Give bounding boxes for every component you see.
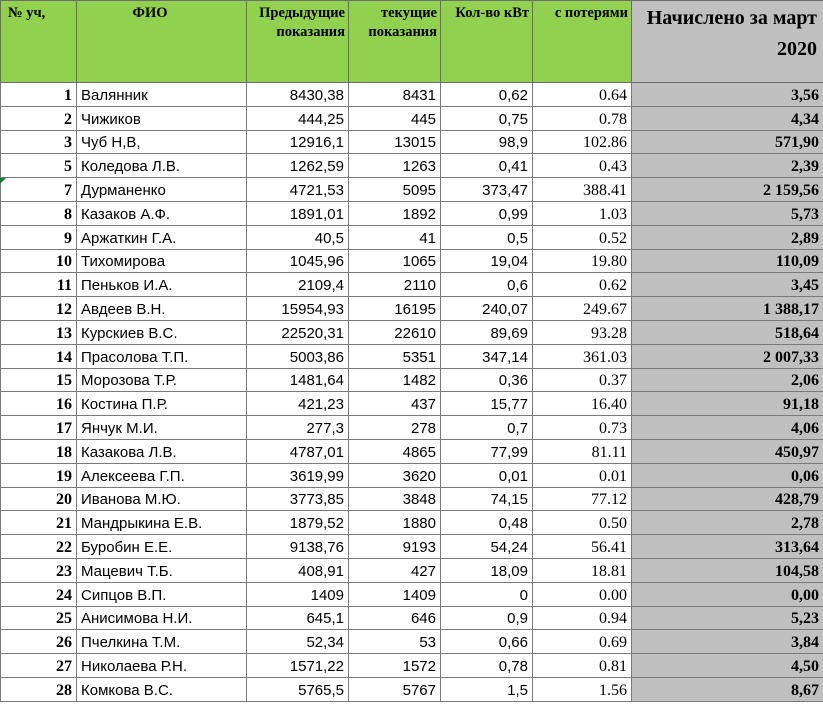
cell-current-reading[interactable]: 1409 bbox=[349, 582, 441, 606]
cell-plot-number[interactable]: 19 bbox=[1, 463, 77, 487]
cell-full-name[interactable]: Иванова М.Ю. bbox=[77, 487, 247, 511]
cell-full-name[interactable]: Курскиев В.С. bbox=[77, 320, 247, 344]
cell-current-reading[interactable]: 437 bbox=[349, 392, 441, 416]
cell-previous-reading[interactable]: 12916,1 bbox=[247, 130, 349, 154]
cell-charged-total[interactable]: 3,56 bbox=[632, 83, 823, 107]
cell-kwh-amount[interactable]: 240,07 bbox=[441, 297, 533, 321]
cell-previous-reading[interactable]: 22520,31 bbox=[247, 320, 349, 344]
cell-kwh-amount[interactable]: 0 bbox=[441, 582, 533, 606]
cell-current-reading[interactable]: 9193 bbox=[349, 535, 441, 559]
cell-previous-reading[interactable]: 5003,86 bbox=[247, 344, 349, 368]
cell-full-name[interactable]: Николаева Р.Н. bbox=[77, 654, 247, 678]
cell-kwh-amount[interactable]: 0,6 bbox=[441, 273, 533, 297]
cell-with-losses[interactable]: 361.03 bbox=[533, 344, 632, 368]
cell-full-name[interactable]: Анисимова Н.И. bbox=[77, 606, 247, 630]
cell-full-name[interactable]: Пчелкина Т.М. bbox=[77, 630, 247, 654]
cell-full-name[interactable]: Чуб Н,В, bbox=[77, 130, 247, 154]
cell-charged-total[interactable]: 4,06 bbox=[632, 416, 823, 440]
table-row bbox=[1, 511, 823, 535]
cell-current-reading[interactable]: 3848 bbox=[349, 487, 441, 511]
cell-with-losses[interactable]: 0.01 bbox=[533, 463, 632, 487]
cell-current-reading[interactable]: 16195 bbox=[349, 297, 441, 321]
cell-current-reading[interactable]: 22610 bbox=[349, 320, 441, 344]
cell-previous-reading[interactable]: 277,3 bbox=[247, 416, 349, 440]
cell-full-name[interactable]: Янчук М.И. bbox=[77, 416, 247, 440]
table-row bbox=[1, 416, 823, 440]
cell-charged-total[interactable]: 5,73 bbox=[632, 201, 823, 225]
cell-kwh-amount[interactable]: 1,5 bbox=[441, 677, 533, 701]
table-row bbox=[1, 201, 823, 225]
cell-plot-number[interactable]: 17 bbox=[1, 416, 77, 440]
cell-plot-number[interactable]: 28 bbox=[1, 677, 77, 701]
cell-previous-reading[interactable]: 40,5 bbox=[247, 225, 349, 249]
table-row bbox=[1, 344, 823, 368]
cell-current-reading[interactable]: 5095 bbox=[349, 178, 441, 202]
cell-current-reading[interactable]: 5767 bbox=[349, 677, 441, 701]
table-row bbox=[1, 582, 823, 606]
cell-previous-reading[interactable]: 1045,96 bbox=[247, 249, 349, 273]
table-row bbox=[1, 178, 823, 202]
table-row bbox=[1, 273, 823, 297]
header-previous-reading[interactable]: Предыдущие показания bbox=[247, 1, 349, 83]
cell-charged-total[interactable]: 2,78 bbox=[632, 511, 823, 535]
cell-full-name[interactable]: Казаков А.Ф. bbox=[77, 201, 247, 225]
cell-charged-total[interactable]: 2,89 bbox=[632, 225, 823, 249]
cell-kwh-amount[interactable]: 0,99 bbox=[441, 201, 533, 225]
cell-with-losses[interactable]: 249.67 bbox=[533, 297, 632, 321]
cell-plot-number[interactable]: 20 bbox=[1, 487, 77, 511]
cell-current-reading[interactable]: 445 bbox=[349, 106, 441, 130]
cell-charged-total[interactable]: 0,00 bbox=[632, 582, 823, 606]
cell-with-losses[interactable]: 0.94 bbox=[533, 606, 632, 630]
header-current-reading[interactable]: текущие показания bbox=[349, 1, 441, 83]
cell-current-reading[interactable]: 4865 bbox=[349, 439, 441, 463]
cell-kwh-amount[interactable]: 0,9 bbox=[441, 606, 533, 630]
cell-charged-total[interactable]: 313,64 bbox=[632, 535, 823, 559]
cell-plot-number[interactable]: 18 bbox=[1, 439, 77, 463]
cell-kwh-amount[interactable]: 0,75 bbox=[441, 106, 533, 130]
cell-kwh-amount[interactable]: 373,47 bbox=[441, 178, 533, 202]
table-row bbox=[1, 558, 823, 582]
table-row bbox=[1, 535, 823, 559]
table-row bbox=[1, 654, 823, 678]
cell-with-losses[interactable]: 1.03 bbox=[533, 201, 632, 225]
cell-charged-total[interactable]: 2 159,56 bbox=[632, 178, 823, 202]
cell-with-losses[interactable]: 102.86 bbox=[533, 130, 632, 154]
cell-kwh-amount[interactable]: 18,09 bbox=[441, 558, 533, 582]
cell-previous-reading[interactable]: 3619,99 bbox=[247, 463, 349, 487]
cell-plot-number[interactable]: 15 bbox=[1, 368, 77, 392]
cell-kwh-amount[interactable]: 0,5 bbox=[441, 225, 533, 249]
cell-current-reading[interactable]: 1892 bbox=[349, 201, 441, 225]
cell-full-name[interactable]: Морозова Т.Р. bbox=[77, 368, 247, 392]
cell-charged-total[interactable]: 2,39 bbox=[632, 154, 823, 178]
cell-with-losses[interactable]: 16.40 bbox=[533, 392, 632, 416]
table-row bbox=[1, 320, 823, 344]
cell-previous-reading[interactable]: 645,1 bbox=[247, 606, 349, 630]
table-body bbox=[1, 83, 823, 702]
cell-charged-total[interactable]: 428,79 bbox=[632, 487, 823, 511]
cell-plot-number[interactable]: 2 bbox=[1, 106, 77, 130]
cell-charged-total[interactable]: 0,06 bbox=[632, 463, 823, 487]
cell-full-name[interactable]: Аржаткин Г.А. bbox=[77, 225, 247, 249]
cell-full-name[interactable]: Пеньков И.А. bbox=[77, 273, 247, 297]
cell-previous-reading[interactable]: 1262,59 bbox=[247, 154, 349, 178]
cell-with-losses[interactable]: 0.78 bbox=[533, 106, 632, 130]
cell-kwh-amount[interactable]: 0,48 bbox=[441, 511, 533, 535]
cell-previous-reading[interactable]: 1879,52 bbox=[247, 511, 349, 535]
cell-previous-reading[interactable]: 1481,64 bbox=[247, 368, 349, 392]
cell-kwh-amount[interactable]: 0,36 bbox=[441, 368, 533, 392]
table-row bbox=[1, 368, 823, 392]
cell-charged-total[interactable]: 4,50 bbox=[632, 654, 823, 678]
cell-charged-total[interactable]: 110,09 bbox=[632, 249, 823, 273]
cell-previous-reading[interactable]: 8430,38 bbox=[247, 83, 349, 107]
header-full-name[interactable]: ФИО bbox=[77, 1, 247, 83]
header-with-losses[interactable]: с потерями bbox=[533, 1, 632, 83]
cell-plot-number[interactable]: 24 bbox=[1, 582, 77, 606]
cell-plot-number[interactable]: 21 bbox=[1, 511, 77, 535]
cell-full-name[interactable]: Сипцов В.П. bbox=[77, 582, 247, 606]
cell-current-reading[interactable]: 3620 bbox=[349, 463, 441, 487]
cell-charged-total[interactable]: 571,90 bbox=[632, 130, 823, 154]
cell-current-reading[interactable]: 5351 bbox=[349, 344, 441, 368]
cell-current-reading[interactable]: 427 bbox=[349, 558, 441, 582]
cell-current-reading[interactable]: 8431 bbox=[349, 83, 441, 107]
cell-full-name[interactable]: Чижиков bbox=[77, 106, 247, 130]
cell-plot-number[interactable]: 23 bbox=[1, 558, 77, 582]
cell-kwh-amount[interactable]: 0,7 bbox=[441, 416, 533, 440]
cell-plot-number[interactable]: 1 bbox=[1, 83, 77, 107]
cell-plot-number[interactable]: 14 bbox=[1, 344, 77, 368]
cell-kwh-amount[interactable]: 15,77 bbox=[441, 392, 533, 416]
cell-charged-total[interactable]: 2,06 bbox=[632, 368, 823, 392]
cell-charged-total[interactable]: 450,97 bbox=[632, 439, 823, 463]
cell-current-reading[interactable]: 1572 bbox=[349, 654, 441, 678]
cell-charged-total[interactable]: 3,84 bbox=[632, 630, 823, 654]
table-header bbox=[1, 1, 823, 83]
cell-with-losses[interactable]: 93.28 bbox=[533, 320, 632, 344]
cell-plot-number[interactable]: 11 bbox=[1, 273, 77, 297]
cell-with-losses[interactable]: 0.69 bbox=[533, 630, 632, 654]
cell-previous-reading[interactable]: 5765,5 bbox=[247, 677, 349, 701]
cell-previous-reading[interactable]: 1409 bbox=[247, 582, 349, 606]
cell-with-losses[interactable]: 388.41 bbox=[533, 178, 632, 202]
header-plot-number[interactable]: № уч, bbox=[1, 1, 77, 83]
table-row bbox=[1, 439, 823, 463]
cell-plot-number[interactable]: 10 bbox=[1, 249, 77, 273]
cell-kwh-amount[interactable]: 98,9 bbox=[441, 130, 533, 154]
table-row bbox=[1, 249, 823, 273]
cell-charged-total[interactable]: 3,45 bbox=[632, 273, 823, 297]
cell-previous-reading[interactable]: 4721,53 bbox=[247, 178, 349, 202]
table-row bbox=[1, 297, 823, 321]
cell-kwh-amount[interactable]: 0,78 bbox=[441, 654, 533, 678]
cell-charged-total[interactable]: 1 388,17 bbox=[632, 297, 823, 321]
cell-plot-number[interactable]: 9 bbox=[1, 225, 77, 249]
cell-with-losses[interactable]: 77.12 bbox=[533, 487, 632, 511]
cell-with-losses[interactable]: 0.37 bbox=[533, 368, 632, 392]
header-charged-total[interactable]: Начислено за март 2020 bbox=[632, 1, 823, 83]
cell-full-name[interactable]: Прасолова Т.П. bbox=[77, 344, 247, 368]
cell-current-reading[interactable]: 13015 bbox=[349, 130, 441, 154]
cell-charged-total[interactable]: 8,67 bbox=[632, 677, 823, 701]
header-row bbox=[1, 1, 823, 83]
cell-kwh-amount[interactable]: 0,66 bbox=[441, 630, 533, 654]
cell-plot-number[interactable]: 16 bbox=[1, 392, 77, 416]
cell-previous-reading[interactable]: 2109,4 bbox=[247, 273, 349, 297]
cell-full-name[interactable]: Алексеева Г.П. bbox=[77, 463, 247, 487]
cell-comment-marker bbox=[0, 178, 6, 184]
cell-current-reading[interactable]: 1263 bbox=[349, 154, 441, 178]
cell-full-name[interactable]: Костина П.Р. bbox=[77, 392, 247, 416]
cell-charged-total[interactable]: 5,23 bbox=[632, 606, 823, 630]
cell-previous-reading[interactable]: 1571,22 bbox=[247, 654, 349, 678]
table-row bbox=[1, 225, 823, 249]
cell-full-name[interactable]: Буробин Е.Е. bbox=[77, 535, 247, 559]
cell-full-name[interactable]: Мацевич Т.Б. bbox=[77, 558, 247, 582]
table-row bbox=[1, 630, 823, 654]
cell-previous-reading[interactable]: 52,34 bbox=[247, 630, 349, 654]
cell-charged-total[interactable]: 4,34 bbox=[632, 106, 823, 130]
cell-current-reading[interactable]: 1065 bbox=[349, 249, 441, 273]
cell-full-name[interactable]: Коледова Л.В. bbox=[77, 154, 247, 178]
cell-kwh-amount[interactable]: 0,41 bbox=[441, 154, 533, 178]
cell-previous-reading[interactable]: 444,25 bbox=[247, 106, 349, 130]
cell-plot-number[interactable]: 12 bbox=[1, 297, 77, 321]
cell-previous-reading[interactable]: 421,23 bbox=[247, 392, 349, 416]
cell-previous-reading[interactable]: 9138,76 bbox=[247, 535, 349, 559]
cell-charged-total[interactable]: 2 007,33 bbox=[632, 344, 823, 368]
table-row bbox=[1, 677, 823, 701]
cell-kwh-amount[interactable]: 77,99 bbox=[441, 439, 533, 463]
cell-previous-reading[interactable]: 4787,01 bbox=[247, 439, 349, 463]
cell-previous-reading[interactable]: 1891,01 bbox=[247, 201, 349, 225]
cell-current-reading[interactable]: 1482 bbox=[349, 368, 441, 392]
cell-kwh-amount[interactable]: 74,15 bbox=[441, 487, 533, 511]
cell-full-name[interactable]: Авдеев В.Н. bbox=[77, 297, 247, 321]
cell-current-reading[interactable]: 53 bbox=[349, 630, 441, 654]
cell-with-losses[interactable]: 56.41 bbox=[533, 535, 632, 559]
cell-kwh-amount[interactable]: 0,01 bbox=[441, 463, 533, 487]
cell-plot-number[interactable]: 27 bbox=[1, 654, 77, 678]
cell-plot-number[interactable]: 3 bbox=[1, 130, 77, 154]
cell-with-losses[interactable]: 19.80 bbox=[533, 249, 632, 273]
cell-with-losses[interactable]: 1.56 bbox=[533, 677, 632, 701]
table-row bbox=[1, 463, 823, 487]
cell-kwh-amount[interactable]: 19,04 bbox=[441, 249, 533, 273]
cell-with-losses[interactable]: 0.00 bbox=[533, 582, 632, 606]
table-row bbox=[1, 106, 823, 130]
cell-current-reading[interactable]: 1880 bbox=[349, 511, 441, 535]
cell-previous-reading[interactable]: 15954,93 bbox=[247, 297, 349, 321]
cell-kwh-amount[interactable]: 89,69 bbox=[441, 320, 533, 344]
cell-with-losses[interactable]: 18.81 bbox=[533, 558, 632, 582]
cell-full-name[interactable]: Валянник bbox=[77, 83, 247, 107]
header-kwh-amount[interactable]: Кол-во кВт bbox=[441, 1, 533, 83]
cell-full-name[interactable]: Дурманенко bbox=[77, 178, 247, 202]
cell-kwh-amount[interactable]: 347,14 bbox=[441, 344, 533, 368]
table-row bbox=[1, 83, 823, 107]
cell-with-losses[interactable]: 0.73 bbox=[533, 416, 632, 440]
cell-full-name[interactable]: Комкова В.С. bbox=[77, 677, 247, 701]
table-row bbox=[1, 606, 823, 630]
cell-current-reading[interactable]: 646 bbox=[349, 606, 441, 630]
cell-plot-number[interactable]: 25 bbox=[1, 606, 77, 630]
cell-with-losses[interactable]: 0.64 bbox=[533, 83, 632, 107]
cell-with-losses[interactable]: 0.50 bbox=[533, 511, 632, 535]
cell-with-losses[interactable]: 0.43 bbox=[533, 154, 632, 178]
cell-plot-number[interactable]: 5 bbox=[1, 154, 77, 178]
cell-full-name[interactable]: Тихомирова bbox=[77, 249, 247, 273]
cell-current-reading[interactable]: 2110 bbox=[349, 273, 441, 297]
cell-with-losses[interactable]: 0.81 bbox=[533, 654, 632, 678]
cell-charged-total[interactable]: 518,64 bbox=[632, 320, 823, 344]
cell-full-name[interactable]: Мандрыкина Е.В. bbox=[77, 511, 247, 535]
cell-kwh-amount[interactable]: 0,62 bbox=[441, 83, 533, 107]
table-row bbox=[1, 130, 823, 154]
cell-plot-number[interactable]: 26 bbox=[1, 630, 77, 654]
cell-with-losses[interactable]: 0.62 bbox=[533, 273, 632, 297]
cell-plot-number[interactable]: 13 bbox=[1, 320, 77, 344]
table-row bbox=[1, 487, 823, 511]
cell-plot-number[interactable]: 7 bbox=[1, 178, 77, 202]
cell-previous-reading[interactable]: 408,91 bbox=[247, 558, 349, 582]
cell-full-name[interactable]: Казакова Л.В. bbox=[77, 439, 247, 463]
table-row bbox=[1, 154, 823, 178]
cell-charged-total[interactable]: 91,18 bbox=[632, 392, 823, 416]
cell-current-reading[interactable]: 278 bbox=[349, 416, 441, 440]
cell-with-losses[interactable]: 0.52 bbox=[533, 225, 632, 249]
cell-with-losses[interactable]: 81.11 bbox=[533, 439, 632, 463]
table-row bbox=[1, 392, 823, 416]
cell-kwh-amount[interactable]: 54,24 bbox=[441, 535, 533, 559]
cell-previous-reading[interactable]: 3773,85 bbox=[247, 487, 349, 511]
cell-charged-total[interactable]: 104,58 bbox=[632, 558, 823, 582]
cell-plot-number[interactable]: 8 bbox=[1, 201, 77, 225]
cell-plot-number[interactable]: 22 bbox=[1, 535, 77, 559]
cell-current-reading[interactable]: 41 bbox=[349, 225, 441, 249]
